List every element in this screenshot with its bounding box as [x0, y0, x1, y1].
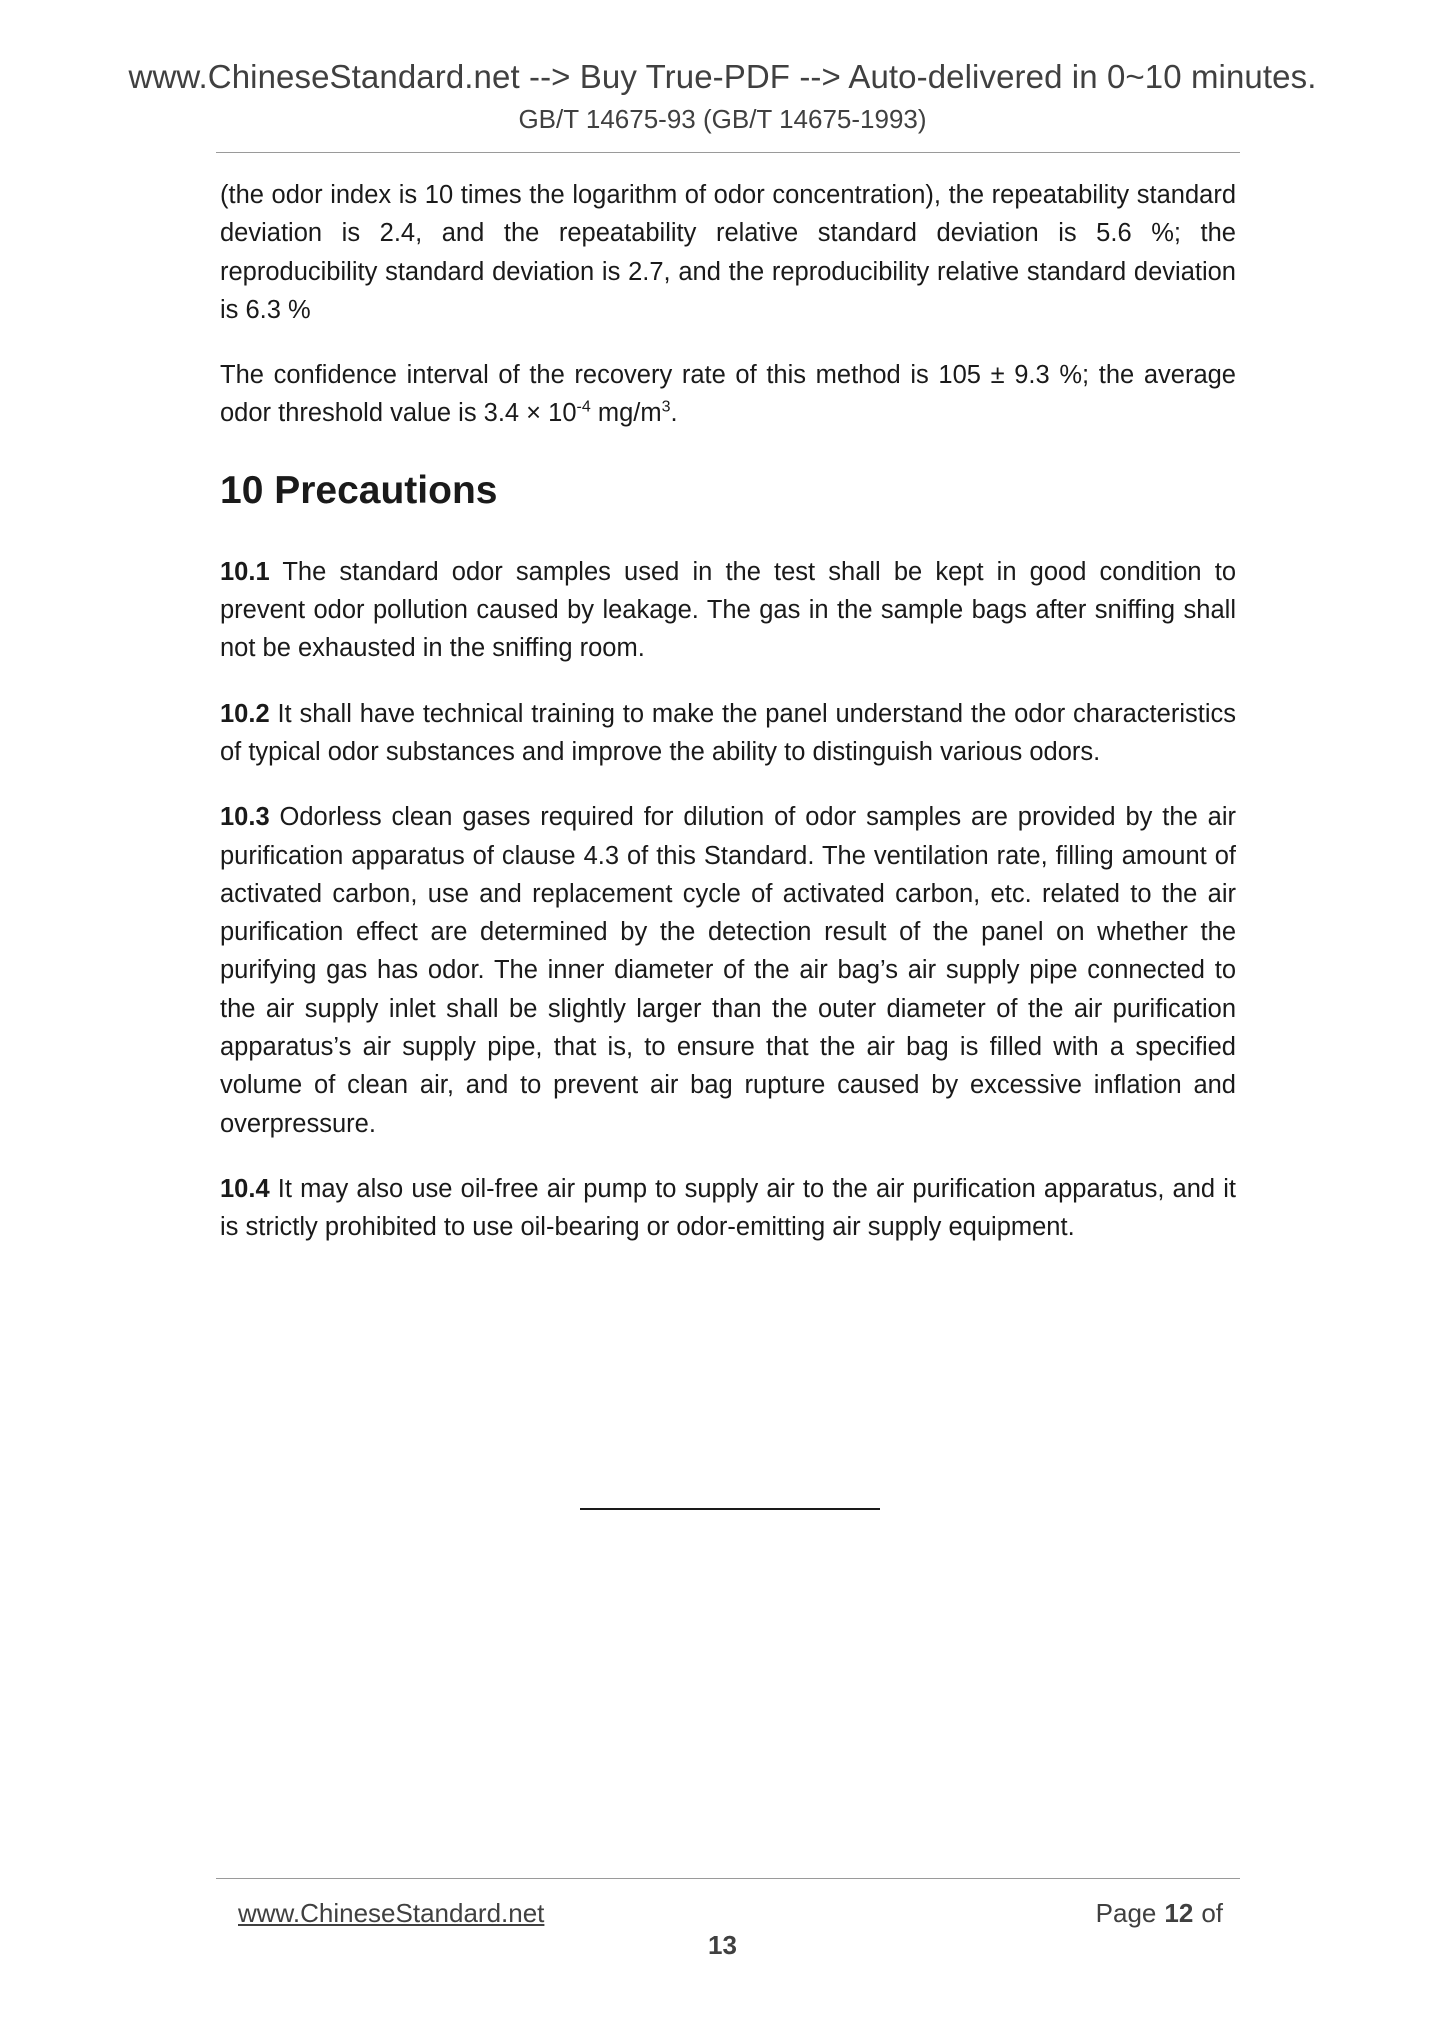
clause-10-3	[220, 798, 1236, 1143]
exponent-three: 3	[661, 398, 671, 416]
clause-number: 10.1	[220, 557, 270, 586]
clause-number: 10.4	[220, 1174, 270, 1203]
page-indicator	[1096, 1898, 1223, 1929]
clause-text: Odorless clean gases required for dilution of odor samples are provided by the air purification apparatus of clause 4.3 of this Standard. The ventilation rate, filling amount of activated carbon, use and replacement cycle of activated carbon, etc. related to the air purification effect are determined by the detection result of the panel on whether the purifying gas has odor. The inner diameter of the air bag’s air supply pipe connected to the air supply inlet shall be slightly larger than the outer diameter of the air purification apparatus’s air supply pipe, that is, to ensure that the air bag is filled with a specified volume of clean air, and to prevent air bag rupture caused by excessive inflation and overpressure.	[220, 803, 1236, 1138]
page-label: Page	[1095, 1898, 1157, 1928]
clause-10-4	[220, 1170, 1236, 1247]
clause-text: It may also use oil-free air pump to supply air to the air purification apparatus, and it is strictly prohibited to use oil-bearing or odor-emitting air supply equipment.	[220, 1174, 1236, 1242]
page-number: 12	[1164, 1898, 1194, 1928]
unit-text: mg/m	[590, 399, 662, 428]
footer-website-link[interactable]: www.ChineseStandard.net	[238, 1898, 545, 1928]
clause-number: 10.2	[220, 699, 270, 728]
clause-text: It shall have technical training to make the panel understand the odor characteristics of typical odor substances and improve the ability to distinguish various odors.	[220, 699, 1236, 766]
total-pages: 13	[708, 1930, 737, 1960]
header-divider	[216, 152, 1240, 153]
clause-10-1	[220, 553, 1236, 668]
clause-number: 10.3	[220, 803, 270, 832]
section-heading-precautions: 10 Precautions	[220, 468, 498, 512]
clause-text: The standard odor samples used in the test shall be kept in good condition to prevent odor pollution caused by leakage. The gas in the sample bags after sniffing shall not be exhausted in the sniffing room.	[220, 557, 1236, 663]
footer-divider	[216, 1878, 1240, 1879]
paragraph-precision: (the odor index is 10 times the logarithm of odor concentration), the repeatability standard deviation is 2.4, and the repeatability relative standard deviation is 5.6 %; the reproducibility standard deviation is 2.7, and the reproducibility relative standard deviation is 6.3 %	[220, 181, 1236, 324]
exponent-minus-four: -4	[576, 398, 591, 416]
paragraph-recovery-rate	[220, 356, 1236, 433]
document-body	[220, 176, 1236, 1274]
of-label: of	[1201, 1898, 1223, 1928]
document-code: GB/T 14675-93 (GB/T 14675-1993)	[518, 104, 927, 134]
period: .	[670, 399, 678, 428]
end-of-text-rule	[580, 1508, 880, 1510]
clause-10-2	[220, 695, 1236, 772]
header-banner: www.ChineseStandard.net --> Buy True-PDF --> Auto-delivered in 0~10 minutes.	[128, 58, 1317, 95]
recovery-text: The confidence interval of the recovery rate of this method is 105 ± 9.3 %; the average odor threshold value is 3.4 × 10	[220, 361, 1236, 428]
